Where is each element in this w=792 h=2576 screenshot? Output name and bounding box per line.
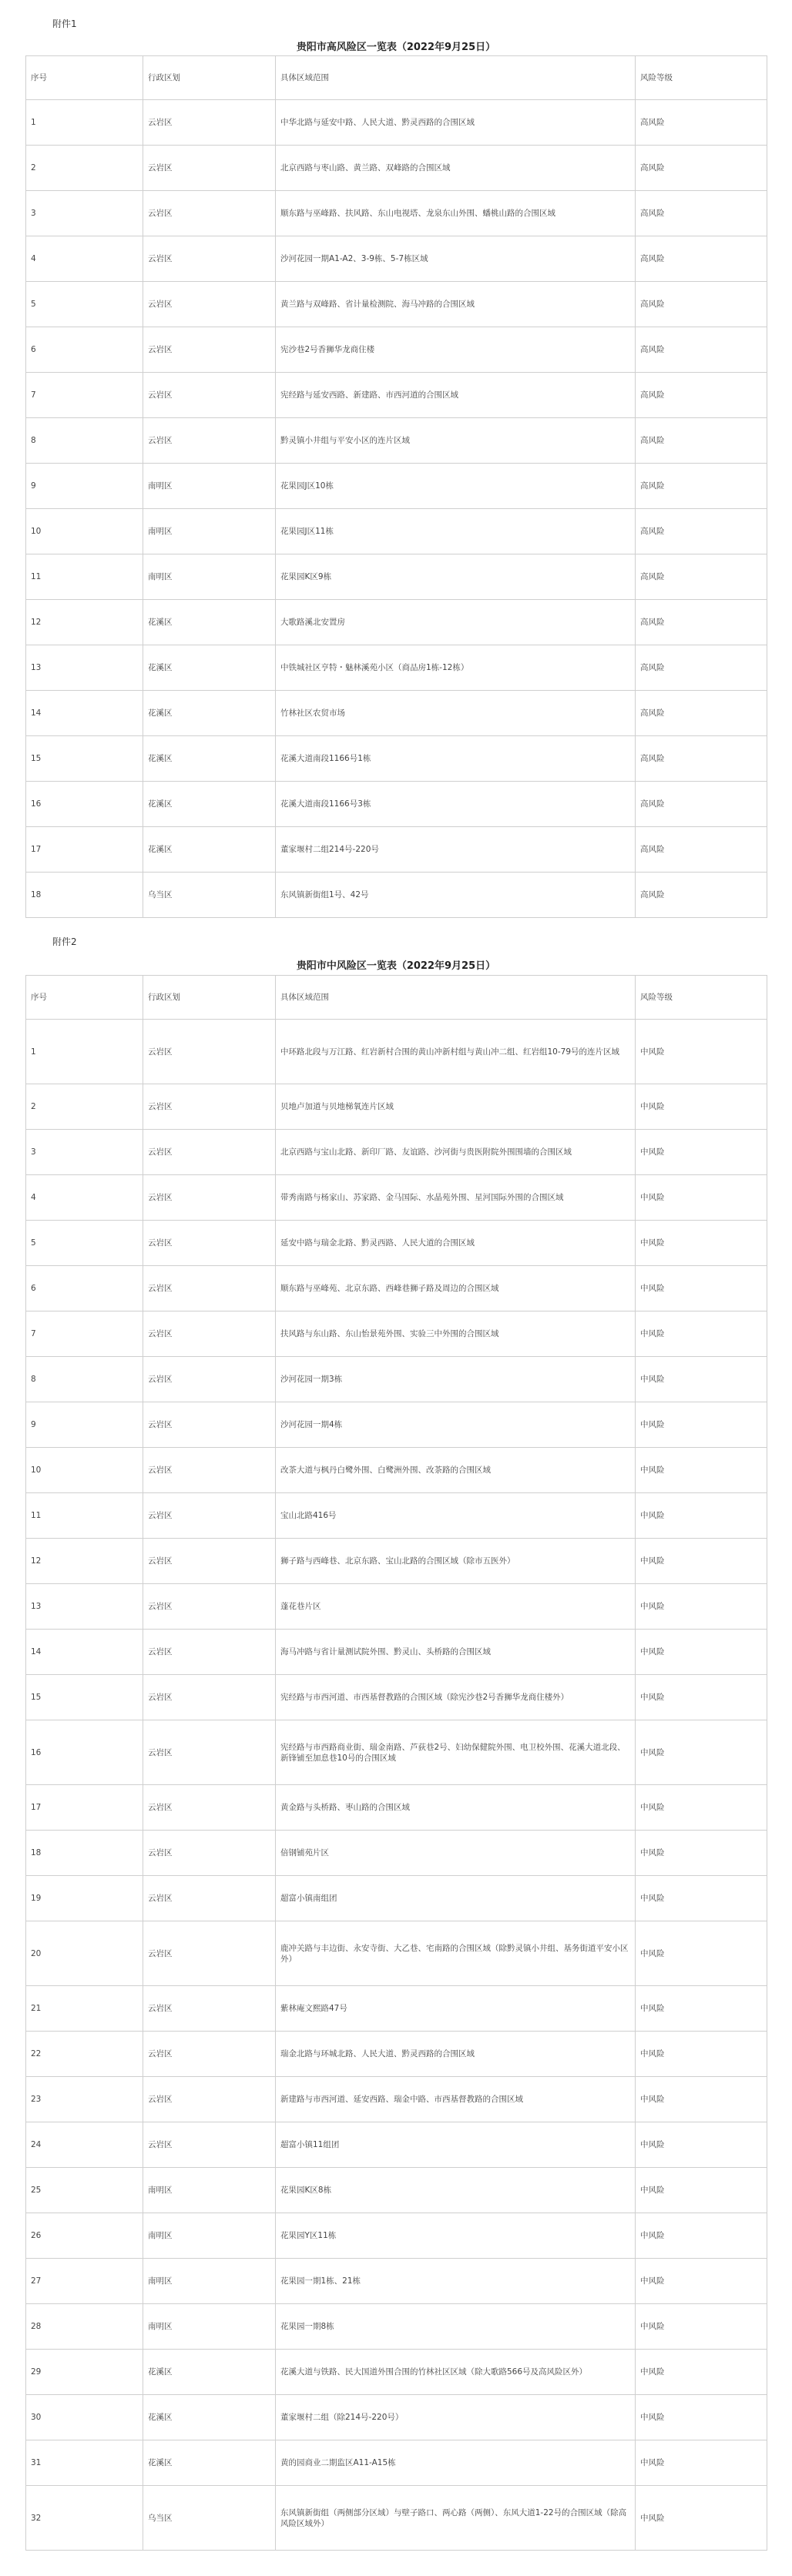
cell-risk-level: 高风险 bbox=[636, 418, 767, 464]
table-row bbox=[26, 1785, 767, 1831]
cell-index: 5 bbox=[26, 1221, 143, 1266]
cell-district: 云岩区 bbox=[143, 1084, 276, 1130]
table-row bbox=[26, 1402, 767, 1448]
cell-district: 云岩区 bbox=[143, 327, 276, 373]
cell-index: 18 bbox=[26, 873, 143, 918]
cell-risk-level: 中风险 bbox=[636, 1720, 767, 1785]
table-row bbox=[26, 1084, 767, 1130]
table-row bbox=[26, 1675, 767, 1720]
cell-risk-level: 中风险 bbox=[636, 1402, 767, 1448]
header-area: 具体区域范围 bbox=[276, 56, 636, 100]
cell-risk-level: 中风险 bbox=[636, 1630, 767, 1675]
attachment1-label: 附件1 bbox=[52, 18, 77, 29]
table-row bbox=[26, 2350, 767, 2395]
cell-district: 云岩区 bbox=[143, 1448, 276, 1493]
cell-district: 南明区 bbox=[143, 509, 276, 554]
cell-risk-level: 高风险 bbox=[636, 191, 767, 236]
cell-risk-level: 中风险 bbox=[636, 2168, 767, 2213]
table-row bbox=[26, 464, 767, 509]
cell-district: 云岩区 bbox=[143, 1921, 276, 1986]
cell-area: 花果园K区8栋 bbox=[276, 2168, 636, 2213]
cell-area: 瑞金北路与环城北路、人民大道、黔灵西路的合围区域 bbox=[276, 2032, 636, 2077]
table-row bbox=[26, 1448, 767, 1493]
cell-area: 东风镇新街组1号、42号 bbox=[276, 873, 636, 918]
high-risk-table bbox=[25, 55, 767, 918]
table-row bbox=[26, 1493, 767, 1539]
cell-district: 云岩区 bbox=[143, 1630, 276, 1675]
cell-index: 2 bbox=[26, 1084, 143, 1130]
cell-area: 紫林庵文熙路47号 bbox=[276, 1986, 636, 2032]
cell-index: 15 bbox=[26, 1675, 143, 1720]
cell-district: 南明区 bbox=[143, 554, 276, 600]
cell-risk-level: 中风险 bbox=[636, 2259, 767, 2304]
cell-index: 3 bbox=[26, 191, 143, 236]
cell-area: 沙河花园一期3栋 bbox=[276, 1357, 636, 1402]
cell-area: 黄兰路与双峰路、省计量检测院、海马冲路的合围区域 bbox=[276, 282, 636, 327]
table-row bbox=[26, 1720, 767, 1785]
cell-risk-level: 高风险 bbox=[636, 100, 767, 146]
cell-district: 云岩区 bbox=[143, 100, 276, 146]
cell-area: 中铁城社区亨特・魅林溪苑小区（商品房1栋-12栋） bbox=[276, 645, 636, 691]
cell-area: 超富小镇11组团 bbox=[276, 2122, 636, 2168]
cell-risk-level: 高风险 bbox=[636, 282, 767, 327]
cell-risk-level: 高风险 bbox=[636, 691, 767, 736]
cell-index: 6 bbox=[26, 327, 143, 373]
cell-district: 云岩区 bbox=[143, 236, 276, 282]
cell-district: 花溪区 bbox=[143, 736, 276, 782]
header-district: 行政区划 bbox=[143, 56, 276, 100]
cell-index: 11 bbox=[26, 1493, 143, 1539]
cell-index: 7 bbox=[26, 1311, 143, 1357]
cell-risk-level: 中风险 bbox=[636, 1221, 767, 1266]
cell-district: 云岩区 bbox=[143, 1402, 276, 1448]
cell-district: 云岩区 bbox=[143, 1539, 276, 1584]
cell-area: 花果园一期8栋 bbox=[276, 2304, 636, 2350]
table-row bbox=[26, 191, 767, 236]
table-row bbox=[26, 1630, 767, 1675]
cell-index: 17 bbox=[26, 1785, 143, 1831]
cell-risk-level: 高风险 bbox=[636, 236, 767, 282]
cell-area: 花果园J区10栋 bbox=[276, 464, 636, 509]
table-row bbox=[26, 1831, 767, 1876]
table-row bbox=[26, 600, 767, 645]
cell-area: 倍钢铺苑片区 bbox=[276, 1831, 636, 1876]
cell-index: 8 bbox=[26, 418, 143, 464]
table-row bbox=[26, 782, 767, 827]
cell-index: 26 bbox=[26, 2213, 143, 2259]
cell-district: 云岩区 bbox=[143, 1986, 276, 2032]
cell-index: 20 bbox=[26, 1921, 143, 1986]
cell-index: 4 bbox=[26, 236, 143, 282]
cell-district: 云岩区 bbox=[143, 373, 276, 418]
cell-index: 12 bbox=[26, 600, 143, 645]
cell-area: 宪经路与延安西路、新建路、市西河道的合围区域 bbox=[276, 373, 636, 418]
cell-area: 狮子路与西峰巷、北京东路、宝山北路的合围区域（除市五医外） bbox=[276, 1539, 636, 1584]
table-row bbox=[26, 146, 767, 191]
cell-index: 27 bbox=[26, 2259, 143, 2304]
cell-area: 花果园Y区11栋 bbox=[276, 2213, 636, 2259]
cell-index: 18 bbox=[26, 1831, 143, 1876]
cell-area: 沙河花园一期A1-A2、3-9栋、5-7栋区域 bbox=[276, 236, 636, 282]
cell-district: 云岩区 bbox=[143, 418, 276, 464]
cell-area: 黄金路与头桥路、枣山路的合围区域 bbox=[276, 1785, 636, 1831]
cell-risk-level: 中风险 bbox=[636, 1130, 767, 1175]
cell-risk-level: 高风险 bbox=[636, 373, 767, 418]
cell-risk-level: 中风险 bbox=[636, 1986, 767, 2032]
table-row bbox=[26, 827, 767, 873]
cell-index: 5 bbox=[26, 282, 143, 327]
cell-district: 云岩区 bbox=[143, 1876, 276, 1921]
cell-district: 云岩区 bbox=[143, 2077, 276, 2122]
cell-index: 29 bbox=[26, 2350, 143, 2395]
table-row bbox=[26, 418, 767, 464]
table-row bbox=[26, 2032, 767, 2077]
table-row bbox=[26, 1921, 767, 1986]
cell-area: 蓬花巷片区 bbox=[276, 1584, 636, 1630]
table-row bbox=[26, 1584, 767, 1630]
cell-index: 16 bbox=[26, 782, 143, 827]
table-row bbox=[26, 2077, 767, 2122]
header-district: 行政区划 bbox=[143, 976, 276, 1020]
cell-risk-level: 中风险 bbox=[636, 1876, 767, 1921]
cell-district: 花溪区 bbox=[143, 2440, 276, 2486]
table-row bbox=[26, 2168, 767, 2213]
cell-risk-level: 中风险 bbox=[636, 1084, 767, 1130]
table-row bbox=[26, 2122, 767, 2168]
table-row bbox=[26, 873, 767, 918]
cell-risk-level: 中风险 bbox=[636, 1539, 767, 1584]
cell-risk-level: 中风险 bbox=[636, 1493, 767, 1539]
cell-index: 32 bbox=[26, 2486, 143, 2551]
cell-index: 22 bbox=[26, 2032, 143, 2077]
table-row bbox=[26, 1357, 767, 1402]
cell-district: 云岩区 bbox=[143, 1175, 276, 1221]
cell-district: 南明区 bbox=[143, 464, 276, 509]
cell-index: 16 bbox=[26, 1720, 143, 1785]
cell-risk-level: 中风险 bbox=[636, 2486, 767, 2551]
table-row bbox=[26, 327, 767, 373]
cell-area: 宪经路与市西河道、市西基督教路的合围区域（除宪沙巷2号香狮华龙商住楼外） bbox=[276, 1675, 636, 1720]
medium-risk-table-title: 贵阳市中风险区一览表（2022年9月25日） bbox=[296, 960, 496, 972]
cell-risk-level: 中风险 bbox=[636, 1921, 767, 1986]
cell-district: 云岩区 bbox=[143, 1720, 276, 1785]
cell-index: 13 bbox=[26, 645, 143, 691]
cell-district: 花溪区 bbox=[143, 782, 276, 827]
cell-area: 新建路与市西河道、延安西路、瑞金中路、市西基督教路的合围区域 bbox=[276, 2077, 636, 2122]
cell-area: 扶风路与东山路、东山怡景苑外围、实验三中外围的合围区域 bbox=[276, 1311, 636, 1357]
table-row bbox=[26, 1020, 767, 1084]
cell-risk-level: 高风险 bbox=[636, 873, 767, 918]
cell-index: 23 bbox=[26, 2077, 143, 2122]
cell-district: 云岩区 bbox=[143, 1221, 276, 1266]
cell-risk-level: 高风险 bbox=[636, 554, 767, 600]
cell-index: 17 bbox=[26, 827, 143, 873]
cell-district: 花溪区 bbox=[143, 2350, 276, 2395]
cell-area: 北京西路与枣山路、黄兰路、双峰路的合围区域 bbox=[276, 146, 636, 191]
cell-area: 竹林社区农贸市场 bbox=[276, 691, 636, 736]
cell-risk-level: 高风险 bbox=[636, 464, 767, 509]
cell-risk-level: 中风险 bbox=[636, 2440, 767, 2486]
cell-risk-level: 中风险 bbox=[636, 1584, 767, 1630]
cell-index: 1 bbox=[26, 100, 143, 146]
cell-area: 顺东路与巫峰苑、北京东路、西峰巷狮子路及周边的合围区域 bbox=[276, 1266, 636, 1311]
header-index: 序号 bbox=[26, 56, 143, 100]
cell-index: 13 bbox=[26, 1584, 143, 1630]
cell-index: 10 bbox=[26, 1448, 143, 1493]
table-row bbox=[26, 1175, 767, 1221]
cell-index: 25 bbox=[26, 2168, 143, 2213]
cell-area: 改茶大道与枫丹白鹭外围、白鹭洲外围、改茶路的合围区域 bbox=[276, 1448, 636, 1493]
cell-risk-level: 中风险 bbox=[636, 2304, 767, 2350]
cell-district: 南明区 bbox=[143, 2168, 276, 2213]
table-row bbox=[26, 1221, 767, 1266]
cell-area: 贝地卢加道与贝地梯氧连片区域 bbox=[276, 1084, 636, 1130]
table-row bbox=[26, 509, 767, 554]
cell-district: 花溪区 bbox=[143, 600, 276, 645]
cell-area: 沙河花园一期4栋 bbox=[276, 1402, 636, 1448]
table-row bbox=[26, 691, 767, 736]
cell-index: 28 bbox=[26, 2304, 143, 2350]
cell-district: 云岩区 bbox=[143, 2032, 276, 2077]
cell-risk-level: 中风险 bbox=[636, 1785, 767, 1831]
table-row bbox=[26, 1266, 767, 1311]
cell-district: 云岩区 bbox=[143, 1584, 276, 1630]
cell-district: 乌当区 bbox=[143, 2486, 276, 2551]
cell-index: 21 bbox=[26, 1986, 143, 2032]
cell-index: 2 bbox=[26, 146, 143, 191]
cell-index: 12 bbox=[26, 1539, 143, 1584]
cell-area: 花溪大道南段1166号3栋 bbox=[276, 782, 636, 827]
cell-risk-level: 中风险 bbox=[636, 2395, 767, 2440]
table-row bbox=[26, 1130, 767, 1175]
cell-risk-level: 高风险 bbox=[636, 327, 767, 373]
cell-district: 云岩区 bbox=[143, 191, 276, 236]
cell-risk-level: 中风险 bbox=[636, 2077, 767, 2122]
table-row bbox=[26, 2395, 767, 2440]
cell-index: 11 bbox=[26, 554, 143, 600]
cell-district: 云岩区 bbox=[143, 1493, 276, 1539]
cell-area: 中华北路与延安中路、人民大道、黔灵西路的合围区域 bbox=[276, 100, 636, 146]
cell-area: 北京西路与宝山北路、新印厂路、友谊路、沙河街与贵医附院外围围墙的合围区域 bbox=[276, 1130, 636, 1175]
cell-risk-level: 中风险 bbox=[636, 1311, 767, 1357]
cell-index: 9 bbox=[26, 1402, 143, 1448]
cell-area: 花溪大道南段1166号1栋 bbox=[276, 736, 636, 782]
cell-risk-level: 高风险 bbox=[636, 146, 767, 191]
cell-index: 3 bbox=[26, 1130, 143, 1175]
cell-area: 董家堰村二组214号-220号 bbox=[276, 827, 636, 873]
cell-index: 7 bbox=[26, 373, 143, 418]
cell-area: 海马冲路与省计量测试院外围、黔灵山、头桥路的合围区域 bbox=[276, 1630, 636, 1675]
cell-area: 花溪大道与铁路、民大国道外围合围的竹林社区区域（除大歌路566号及高风险区外） bbox=[276, 2350, 636, 2395]
cell-area: 带秀南路与杨家山、苏家路、金马国际、水晶苑外围、星河国际外围的合围区域 bbox=[276, 1175, 636, 1221]
cell-area: 花果园K区9栋 bbox=[276, 554, 636, 600]
cell-risk-level: 中风险 bbox=[636, 1020, 767, 1084]
header-area: 具体区域范围 bbox=[276, 976, 636, 1020]
cell-risk-level: 中风险 bbox=[636, 2032, 767, 2077]
cell-risk-level: 中风险 bbox=[636, 1675, 767, 1720]
table-row bbox=[26, 554, 767, 600]
cell-district: 云岩区 bbox=[143, 1675, 276, 1720]
cell-area: 中环路北段与万江路、红岩新村合围的黄山冲新村组与黄山冲二组、红岩组10-79号的连片区域 bbox=[276, 1020, 636, 1084]
medium-risk-table bbox=[25, 975, 767, 2551]
high-risk-table-title: 贵阳市高风险区一览表（2022年9月25日） bbox=[296, 42, 496, 53]
cell-area: 黔灵镇小井组与平安小区的连片区域 bbox=[276, 418, 636, 464]
cell-risk-level: 高风险 bbox=[636, 645, 767, 691]
cell-district: 云岩区 bbox=[143, 1266, 276, 1311]
table-row bbox=[26, 2486, 767, 2551]
table-row bbox=[26, 100, 767, 146]
cell-risk-level: 中风险 bbox=[636, 2213, 767, 2259]
cell-district: 云岩区 bbox=[143, 146, 276, 191]
cell-district: 南明区 bbox=[143, 2259, 276, 2304]
cell-area: 宪沙巷2号香狮华龙商住楼 bbox=[276, 327, 636, 373]
cell-area: 宝山北路416号 bbox=[276, 1493, 636, 1539]
cell-index: 14 bbox=[26, 691, 143, 736]
cell-area: 东风镇新街组（两侧部分区域）与壁子路口、两心路（两侧）、东风大道1-22号的合围区域（除高风险区域外） bbox=[276, 2486, 636, 2551]
cell-index: 30 bbox=[26, 2395, 143, 2440]
cell-area: 宪经路与市西路商业街、瑞金南路、芦荻巷2号、妇幼保健院外围、电卫校外围、花溪大道北段、新锋铺至加息巷10号的合围区域 bbox=[276, 1720, 636, 1785]
cell-risk-level: 高风险 bbox=[636, 736, 767, 782]
cell-district: 云岩区 bbox=[143, 1785, 276, 1831]
cell-area: 花果园J区11栋 bbox=[276, 509, 636, 554]
table-row bbox=[26, 2259, 767, 2304]
cell-area: 董家堰村二组（除214号-220号） bbox=[276, 2395, 636, 2440]
cell-index: 14 bbox=[26, 1630, 143, 1675]
cell-district: 花溪区 bbox=[143, 2395, 276, 2440]
table-row bbox=[26, 645, 767, 691]
cell-risk-level: 中风险 bbox=[636, 2122, 767, 2168]
table-row bbox=[26, 1311, 767, 1357]
cell-risk-level: 高风险 bbox=[636, 509, 767, 554]
cell-district: 花溪区 bbox=[143, 827, 276, 873]
cell-risk-level: 中风险 bbox=[636, 1175, 767, 1221]
table-row bbox=[26, 2304, 767, 2350]
cell-area: 超富小镇南组团 bbox=[276, 1876, 636, 1921]
table-header-row bbox=[26, 56, 767, 100]
table-row bbox=[26, 2213, 767, 2259]
cell-index: 24 bbox=[26, 2122, 143, 2168]
cell-district: 云岩区 bbox=[143, 1311, 276, 1357]
cell-area: 花果园一期1栋、21栋 bbox=[276, 2259, 636, 2304]
cell-risk-level: 中风险 bbox=[636, 1831, 767, 1876]
cell-risk-level: 中风险 bbox=[636, 1357, 767, 1402]
cell-district: 花溪区 bbox=[143, 691, 276, 736]
cell-risk-level: 中风险 bbox=[636, 1448, 767, 1493]
header-risk-level: 风险等级 bbox=[636, 976, 767, 1020]
table-row bbox=[26, 373, 767, 418]
cell-index: 9 bbox=[26, 464, 143, 509]
cell-district: 云岩区 bbox=[143, 1020, 276, 1084]
cell-index: 8 bbox=[26, 1357, 143, 1402]
header-index: 序号 bbox=[26, 976, 143, 1020]
cell-index: 31 bbox=[26, 2440, 143, 2486]
cell-index: 6 bbox=[26, 1266, 143, 1311]
cell-district: 云岩区 bbox=[143, 1831, 276, 1876]
table-row bbox=[26, 736, 767, 782]
cell-district: 云岩区 bbox=[143, 1357, 276, 1402]
header-risk-level: 风险等级 bbox=[636, 56, 767, 100]
table-row bbox=[26, 2440, 767, 2486]
table-row bbox=[26, 236, 767, 282]
cell-district: 南明区 bbox=[143, 2304, 276, 2350]
cell-risk-level: 高风险 bbox=[636, 782, 767, 827]
cell-district: 云岩区 bbox=[143, 2122, 276, 2168]
cell-index: 19 bbox=[26, 1876, 143, 1921]
cell-district: 云岩区 bbox=[143, 1130, 276, 1175]
cell-district: 乌当区 bbox=[143, 873, 276, 918]
attachment2-label: 附件2 bbox=[52, 936, 77, 947]
cell-index: 10 bbox=[26, 509, 143, 554]
cell-index: 15 bbox=[26, 736, 143, 782]
cell-risk-level: 高风险 bbox=[636, 600, 767, 645]
cell-area: 大歌路溪北安置房 bbox=[276, 600, 636, 645]
cell-area: 延安中路与瑞金北路、黔灵西路、人民大道的合围区域 bbox=[276, 1221, 636, 1266]
cell-area: 鹿冲关路与丰边街、永安寺街、大乙巷、宅南路的合围区域（除黔灵镇小井组、基务街道平安小区外） bbox=[276, 1921, 636, 1986]
cell-district: 云岩区 bbox=[143, 282, 276, 327]
table-row bbox=[26, 1876, 767, 1921]
cell-risk-level: 中风险 bbox=[636, 2350, 767, 2395]
cell-risk-level: 中风险 bbox=[636, 1266, 767, 1311]
cell-index: 1 bbox=[26, 1020, 143, 1084]
table-row bbox=[26, 1539, 767, 1584]
cell-district: 南明区 bbox=[143, 2213, 276, 2259]
cell-risk-level: 高风险 bbox=[636, 827, 767, 873]
cell-area: 黄的园商业二期监区A11-A15栋 bbox=[276, 2440, 636, 2486]
cell-index: 4 bbox=[26, 1175, 143, 1221]
cell-district: 花溪区 bbox=[143, 645, 276, 691]
table-header-row bbox=[26, 976, 767, 1020]
cell-area: 顺东路与巫峰路、扶风路、东山电视塔、龙泉东山外围、蟠桃山路的合围区域 bbox=[276, 191, 636, 236]
table-row bbox=[26, 282, 767, 327]
table-row bbox=[26, 1986, 767, 2032]
